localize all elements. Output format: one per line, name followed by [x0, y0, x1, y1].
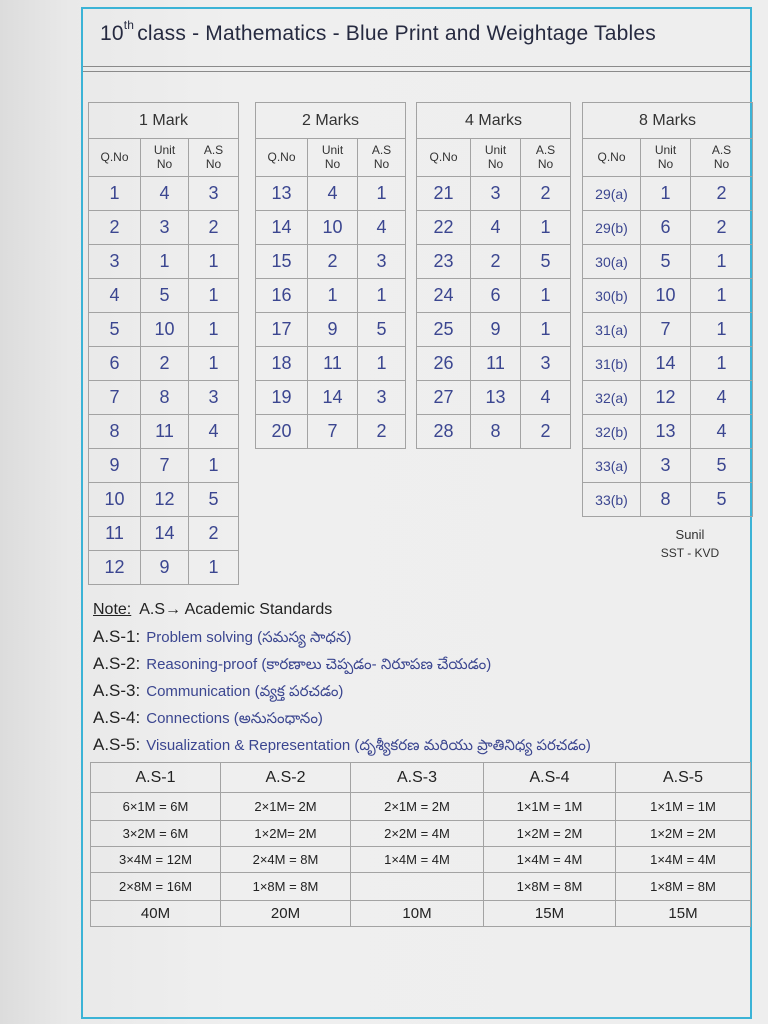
- column-header: [308, 139, 358, 177]
- academic-standard-cell: 4: [521, 381, 571, 415]
- note-heading-line: [93, 596, 748, 623]
- summary-value-cell: 1×2M= 2M: [221, 821, 351, 847]
- unit-number-cell: 11: [141, 415, 189, 449]
- column-header: [471, 139, 521, 177]
- column-header-line: Unit: [484, 142, 507, 157]
- academic-standard-cell: 2: [691, 211, 753, 245]
- unit-number-cell: 14: [641, 347, 691, 381]
- eight-marks-table: [582, 102, 753, 517]
- academic-standard-cell: 4: [691, 381, 753, 415]
- unit-number-cell: 14: [308, 381, 358, 415]
- summary-value-cell: 6×1M = 6M: [91, 793, 221, 821]
- column-header: [691, 139, 753, 177]
- note-item-code: A.S-4:: [93, 708, 141, 727]
- column-header: [189, 139, 239, 177]
- academic-standard-cell: 2: [521, 415, 571, 449]
- note-item-text: Visualization & Representation (దృశ్యీకరణ మరియు ప్రాతినిధ్య పరచడం): [146, 737, 591, 754]
- question-number-cell: 25: [417, 313, 471, 347]
- unit-number-cell: 10: [641, 279, 691, 313]
- unit-number-cell: 3: [471, 177, 521, 211]
- question-number-cell: 22: [417, 211, 471, 245]
- table-heading: 2 Marks: [256, 103, 406, 139]
- title-underline-1: [83, 66, 751, 67]
- table-heading: 8 Marks: [583, 103, 753, 139]
- academic-standard-cell: 3: [358, 381, 406, 415]
- note-item-text: Problem solving (సమస్య సాధన): [146, 629, 352, 646]
- summary-value-cell: 1×4M = 4M: [616, 847, 751, 873]
- summary-value-cell: 2×4M = 8M: [221, 847, 351, 873]
- column-header: [256, 139, 308, 177]
- question-number-cell: 30(a): [583, 245, 641, 279]
- academic-standard-cell: 2: [691, 177, 753, 211]
- question-number-cell: 33(b): [583, 483, 641, 517]
- signature: [640, 526, 740, 562]
- unit-number-cell: 9: [471, 313, 521, 347]
- summary-value-cell: 1×8M = 8M: [484, 873, 616, 901]
- academic-standard-cell: 5: [358, 313, 406, 347]
- note-item-text: Reasoning-proof (కారణాలు చెప్పడం- నిరూపణ చేయడం): [146, 656, 492, 673]
- academic-standard-cell: 3: [189, 177, 239, 211]
- academic-standard-cell: 1: [189, 245, 239, 279]
- column-header: [358, 139, 406, 177]
- four-marks-table: [416, 102, 571, 449]
- question-number-cell: 14: [256, 211, 308, 245]
- summary-value-cell: 1×1M = 1M: [616, 793, 751, 821]
- summary-value-cell: 2×2M = 4M: [351, 821, 484, 847]
- academic-standard-cell: 1: [189, 449, 239, 483]
- unit-number-cell: 14: [141, 517, 189, 551]
- summary-total-cell: 15M: [616, 901, 751, 927]
- unit-number-cell: 4: [141, 177, 189, 211]
- academic-standard-cell: 1: [691, 313, 753, 347]
- unit-number-cell: 2: [141, 347, 189, 381]
- note-definition: A.S→ Academic Standards: [139, 601, 333, 618]
- academic-standard-cell: 1: [189, 347, 239, 381]
- question-number-cell: 5: [89, 313, 141, 347]
- note-item: [93, 704, 748, 731]
- note-item-text: Connections (అనుసంధానం): [146, 710, 323, 727]
- summary-value-cell: 1×4M = 4M: [484, 847, 616, 873]
- table-heading: 1 Mark: [89, 103, 239, 139]
- academic-standard-cell: 1: [521, 279, 571, 313]
- unit-number-cell: 9: [308, 313, 358, 347]
- column-header-line: No: [156, 156, 173, 171]
- unit-number-cell: 7: [141, 449, 189, 483]
- academic-standard-cell: 1: [189, 313, 239, 347]
- question-number-cell: 31(a): [583, 313, 641, 347]
- column-header-line: A.S: [371, 142, 392, 157]
- column-header-line: No: [537, 156, 554, 171]
- unit-number-cell: 11: [308, 347, 358, 381]
- academic-standard-cell: 2: [358, 415, 406, 449]
- note-item: [93, 623, 748, 650]
- unit-number-cell: 4: [471, 211, 521, 245]
- column-header-line: Q.No: [100, 149, 129, 164]
- column-header-line: No: [487, 156, 504, 171]
- question-number-cell: 23: [417, 245, 471, 279]
- unit-number-cell: 11: [471, 347, 521, 381]
- unit-number-cell: 8: [141, 381, 189, 415]
- academic-standard-cell: 1: [691, 245, 753, 279]
- academic-standard-cell: 1: [358, 279, 406, 313]
- question-number-cell: 31(b): [583, 347, 641, 381]
- unit-number-cell: 10: [141, 313, 189, 347]
- summary-value-cell: 1×8M = 8M: [616, 873, 751, 901]
- summary-total-cell: 10M: [351, 901, 484, 927]
- question-number-cell: 13: [256, 177, 308, 211]
- question-number-cell: 32(a): [583, 381, 641, 415]
- note-item-code: A.S-2:: [93, 654, 141, 673]
- academic-standard-cell: 4: [691, 415, 753, 449]
- column-header-line: Unit: [654, 142, 677, 157]
- column-header-line: No: [205, 156, 222, 171]
- unit-number-cell: 3: [641, 449, 691, 483]
- signature-name: Sunil: [675, 527, 705, 542]
- question-number-cell: 12: [89, 551, 141, 585]
- question-number-cell: 11: [89, 517, 141, 551]
- question-number-cell: 9: [89, 449, 141, 483]
- column-header-line: Unit: [321, 142, 344, 157]
- question-number-cell: 26: [417, 347, 471, 381]
- summary-value-cell: 2×1M= 2M: [221, 793, 351, 821]
- unit-number-cell: 3: [141, 211, 189, 245]
- question-number-cell: 28: [417, 415, 471, 449]
- unit-number-cell: 5: [641, 245, 691, 279]
- summary-value-cell: 1×2M = 2M: [484, 821, 616, 847]
- academic-standard-cell: 1: [189, 279, 239, 313]
- unit-number-cell: 1: [141, 245, 189, 279]
- academic-standard-cell: 1: [521, 211, 571, 245]
- question-number-cell: 1: [89, 177, 141, 211]
- column-header-line: No: [713, 156, 730, 171]
- academic-standard-cell: 5: [521, 245, 571, 279]
- note-item: [93, 731, 748, 758]
- title-text: class - Mathematics - Blue Print and Weightage Tables: [137, 22, 656, 45]
- column-header-line: Q.No: [267, 149, 296, 164]
- column-header-line: Q.No: [429, 149, 458, 164]
- column-header-line: No: [324, 156, 341, 171]
- academic-standard-cell: 1: [358, 177, 406, 211]
- column-header: [141, 139, 189, 177]
- unit-number-cell: 13: [471, 381, 521, 415]
- academic-standard-cell: 1: [521, 313, 571, 347]
- column-header-line: A.S: [535, 142, 556, 157]
- column-header-line: No: [373, 156, 390, 171]
- column-header: [583, 139, 641, 177]
- summary-value-cell: [351, 873, 484, 901]
- question-number-cell: 29(b): [583, 211, 641, 245]
- question-number-cell: 30(b): [583, 279, 641, 313]
- academic-standard-cell: 1: [691, 279, 753, 313]
- summary-value-cell: 1×8M = 8M: [221, 873, 351, 901]
- column-header-line: Unit: [153, 142, 176, 157]
- academic-standard-cell: 5: [189, 483, 239, 517]
- note-item-code: A.S-5:: [93, 735, 141, 754]
- summary-value-cell: 2×8M = 16M: [91, 873, 221, 901]
- summary-header-cell: A.S-1: [91, 763, 221, 793]
- academic-standard-cell: 3: [189, 381, 239, 415]
- title-superscript: th: [123, 18, 135, 32]
- table-heading: 4 Marks: [417, 103, 571, 139]
- unit-number-cell: 9: [141, 551, 189, 585]
- summary-value-cell: 3×4M = 12M: [91, 847, 221, 873]
- question-number-cell: 6: [89, 347, 141, 381]
- unit-number-cell: 10: [308, 211, 358, 245]
- column-header: [417, 139, 471, 177]
- column-header: [521, 139, 571, 177]
- question-number-cell: 17: [256, 313, 308, 347]
- academic-standard-cell: 2: [189, 517, 239, 551]
- note-item: [93, 650, 748, 677]
- academic-standard-cell: 5: [691, 449, 753, 483]
- unit-number-cell: 2: [471, 245, 521, 279]
- unit-number-cell: 1: [308, 279, 358, 313]
- note-item-text: Communication (వ్యక్త పరచడం): [146, 683, 344, 700]
- summary-header-cell: A.S-5: [616, 763, 751, 793]
- summary-value-cell: 3×2M = 6M: [91, 821, 221, 847]
- question-number-cell: 10: [89, 483, 141, 517]
- academic-standard-cell: 4: [358, 211, 406, 245]
- column-header-line: Q.No: [597, 149, 626, 164]
- question-number-cell: 21: [417, 177, 471, 211]
- question-number-cell: 15: [256, 245, 308, 279]
- unit-number-cell: 6: [641, 211, 691, 245]
- question-number-cell: 7: [89, 381, 141, 415]
- summary-value-cell: 1×1M = 1M: [484, 793, 616, 821]
- title-underline-2: [83, 71, 751, 72]
- academic-standard-cell: 3: [358, 245, 406, 279]
- note-item-code: A.S-1:: [93, 627, 141, 646]
- academic-standard-cell: 4: [189, 415, 239, 449]
- unit-number-cell: 13: [641, 415, 691, 449]
- academic-standard-cell: 2: [521, 177, 571, 211]
- question-number-cell: 16: [256, 279, 308, 313]
- column-header-line: A.S: [203, 142, 224, 157]
- question-number-cell: 2: [89, 211, 141, 245]
- question-number-cell: 19: [256, 381, 308, 415]
- summary-value-cell: 1×2M = 2M: [616, 821, 751, 847]
- question-number-cell: 18: [256, 347, 308, 381]
- unit-number-cell: 12: [141, 483, 189, 517]
- question-number-cell: 33(a): [583, 449, 641, 483]
- question-number-cell: 4: [89, 279, 141, 313]
- unit-number-cell: 2: [308, 245, 358, 279]
- question-number-cell: 32(b): [583, 415, 641, 449]
- unit-number-cell: 7: [641, 313, 691, 347]
- weightage-summary-table: [90, 762, 751, 927]
- signature-place: SST - KVD: [660, 546, 720, 560]
- note-item-code: A.S-3:: [93, 681, 141, 700]
- unit-number-cell: 5: [141, 279, 189, 313]
- note-label: Note:: [93, 601, 132, 618]
- unit-number-cell: 4: [308, 177, 358, 211]
- question-number-cell: 24: [417, 279, 471, 313]
- unit-number-cell: 8: [641, 483, 691, 517]
- academic-standard-cell: 1: [358, 347, 406, 381]
- summary-value-cell: 2×1M = 2M: [351, 793, 484, 821]
- column-header-line: No: [657, 156, 674, 171]
- question-number-cell: 3: [89, 245, 141, 279]
- two-marks-table: [255, 102, 406, 449]
- summary-header-cell: A.S-2: [221, 763, 351, 793]
- unit-number-cell: 1: [641, 177, 691, 211]
- one-mark-table: [88, 102, 239, 585]
- question-number-cell: 8: [89, 415, 141, 449]
- unit-number-cell: 6: [471, 279, 521, 313]
- question-number-cell: 27: [417, 381, 471, 415]
- academic-standard-cell: 2: [189, 211, 239, 245]
- unit-number-cell: 7: [308, 415, 358, 449]
- summary-header-cell: A.S-4: [484, 763, 616, 793]
- unit-number-cell: 8: [471, 415, 521, 449]
- summary-total-cell: 20M: [221, 901, 351, 927]
- academic-standard-cell: 1: [189, 551, 239, 585]
- question-number-cell: 29(a): [583, 177, 641, 211]
- academic-standard-cell: 5: [691, 483, 753, 517]
- summary-value-cell: 1×4M = 4M: [351, 847, 484, 873]
- column-header-line: A.S: [711, 142, 732, 157]
- summary-total-cell: 40M: [91, 901, 221, 927]
- summary-total-cell: 15M: [484, 901, 616, 927]
- note-item: [93, 677, 748, 704]
- column-header: [641, 139, 691, 177]
- academic-standards-note: [93, 596, 748, 758]
- academic-standard-cell: 1: [691, 347, 753, 381]
- unit-number-cell: 12: [641, 381, 691, 415]
- academic-standard-cell: 3: [521, 347, 571, 381]
- title-number: 10: [100, 22, 124, 45]
- column-header: [89, 139, 141, 177]
- question-number-cell: 20: [256, 415, 308, 449]
- page-title: [100, 18, 720, 46]
- summary-header-cell: A.S-3: [351, 763, 484, 793]
